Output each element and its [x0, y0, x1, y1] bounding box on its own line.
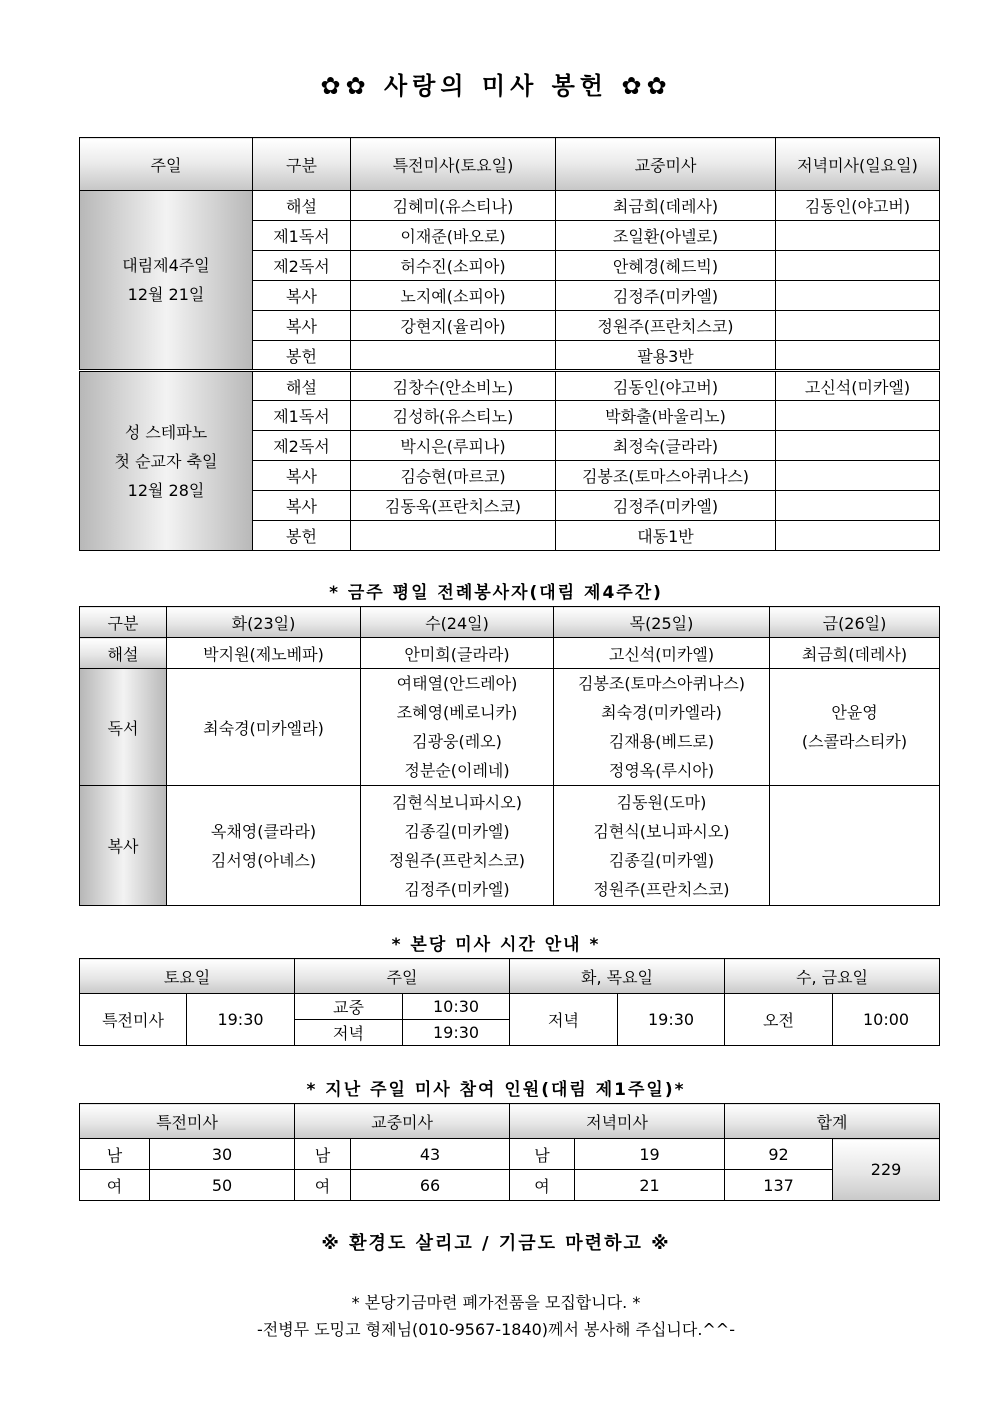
server-name: 김현식(보니파시오): [593, 821, 730, 841]
female-main: 66: [351, 1170, 510, 1201]
header-wed-fri: 수, 금요일: [725, 959, 940, 994]
female-label: 여: [295, 1170, 351, 1201]
evening-cell: [776, 311, 940, 341]
female-evening: 21: [575, 1170, 725, 1201]
role-server: 복사: [80, 786, 167, 906]
role-cell: 해설: [253, 191, 351, 221]
commentary-friday: 최금희(데레사): [770, 638, 940, 669]
sunday-name-cell: [80, 191, 253, 371]
header-friday: 금(26일): [770, 607, 940, 638]
male-sum: 92: [725, 1139, 833, 1170]
evening-cell: [776, 401, 940, 431]
commentary-tuesday: 박지원(제노베파): [167, 638, 361, 669]
header-sunday: 주일: [295, 959, 510, 994]
male-label: 남: [510, 1139, 575, 1170]
evening-cell: [776, 461, 940, 491]
attendance-title: * 지난 주일 미사 참여 인원(대림 제1주일)*: [306, 1080, 686, 1100]
header-tuesday: 화(23일): [167, 607, 361, 638]
header-saturday-mass: 특전미사: [80, 1104, 295, 1139]
evening-cell: [776, 281, 940, 311]
reader-name: 안윤영: [831, 703, 878, 722]
wed-fri-time: 10:00: [833, 994, 940, 1046]
sunday-date-line: 12월 21일: [127, 285, 205, 304]
evening-cell: 고신석(미카엘): [776, 371, 940, 401]
reader-name: 김재용(베드로): [608, 732, 715, 751]
server-name: 옥채영(클라라): [210, 821, 317, 841]
header-role: 구분: [80, 607, 167, 638]
saturday-cell: 허수진(소피아): [351, 251, 556, 281]
saturday-cell: [351, 341, 556, 371]
role-cell: 복사: [253, 461, 351, 491]
main-cell: 팔용3반: [556, 341, 776, 371]
saturday-cell: 노지예(소피아): [351, 281, 556, 311]
sunday-name-line: 첫 순교자 축일: [114, 451, 218, 471]
header-thursday: 목(25일): [554, 607, 770, 638]
reader-name: 조혜영(베로니카): [396, 703, 518, 722]
volunteer-contact-note: -전병무 도밍고 형제님(010-9567-1840)께서 봉사해 주십니다.^^-: [256, 1320, 735, 1339]
server-name: 김정주(미카엘): [404, 879, 510, 899]
attendance-table: [79, 1103, 940, 1201]
reader-name: 여태열(안드레아): [396, 674, 518, 693]
role-cell: 제2독서: [253, 251, 351, 281]
evening-cell: [776, 491, 940, 521]
saturday-cell: 이재준(바오로): [351, 221, 556, 251]
header-saturday-mass: 특전미사(토요일): [351, 138, 556, 191]
male-evening: 19: [575, 1139, 725, 1170]
role-commentary: 해설: [80, 638, 167, 669]
role-reading: 독서: [80, 669, 167, 786]
server-thursday: [554, 786, 770, 906]
server-wednesday: [361, 786, 554, 906]
role-cell: 복사: [253, 311, 351, 341]
main-cell: 대동1반: [556, 521, 776, 551]
reader-name: 김광웅(레오): [412, 732, 502, 751]
server-friday: [770, 786, 940, 906]
weekday-section-title: * 금주 평일 전례봉사자(대림 제4주간): [329, 583, 663, 603]
main-cell: 최금희(데레사): [556, 191, 776, 221]
reading-wednesday: [361, 669, 554, 786]
main-cell: 안혜경(헤드빅): [556, 251, 776, 281]
weekday-servers-table: [79, 606, 940, 906]
main-cell: 조일환(아넬로): [556, 221, 776, 251]
mass-offering-table: [79, 137, 940, 551]
reader-name: 정분순(이레네): [404, 761, 510, 780]
female-saturday: 50: [150, 1170, 295, 1201]
reading-tuesday: 최숙경(미카엘라): [167, 669, 361, 786]
reader-name: 정영옥(루시아): [608, 761, 715, 780]
saturday-mass-time: 19:30: [187, 994, 295, 1046]
role-cell: 제2독서: [253, 431, 351, 461]
saturday-cell: 김창수(안소비노): [351, 371, 556, 401]
evening-cell: 김동인(야고버): [776, 191, 940, 221]
male-main: 43: [351, 1139, 510, 1170]
sunday-name-line: 대림제4주일: [122, 256, 210, 275]
server-name: 김현식보니파시오): [392, 792, 522, 812]
saturday-cell: 김성하(유스티노): [351, 401, 556, 431]
server-name: 정원주(프란치스코): [388, 850, 526, 870]
sunday-main-label: 교중: [295, 994, 403, 1020]
appliance-collection-notice: * 본당기금마련 폐가전품을 모집합니다. *: [351, 1293, 641, 1312]
commentary-thursday: 고신석(미카엘): [554, 638, 770, 669]
reader-name: (스콜라스티카): [801, 732, 908, 751]
role-cell: 복사: [253, 491, 351, 521]
main-cell: 박화출(바울리노): [556, 401, 776, 431]
main-cell: 김봉조(토마스아퀴나스): [556, 461, 776, 491]
main-cell: 김동인(야고버): [556, 371, 776, 401]
header-evening-mass: 저녁미사: [510, 1104, 725, 1139]
header-wednesday: 수(24일): [361, 607, 554, 638]
reader-name: 김봉조(토마스아퀴나스): [577, 674, 746, 693]
saturday-cell: 김동욱(프란치스코): [351, 491, 556, 521]
tue-thu-time: 19:30: [618, 994, 725, 1046]
server-name: 김종길(미카엘): [404, 821, 510, 841]
role-cell: 제1독서: [253, 401, 351, 431]
header-role: 구분: [253, 138, 351, 191]
reading-thursday: [554, 669, 770, 786]
male-label: 남: [80, 1139, 150, 1170]
saturday-cell: 김혜미(유스티나): [351, 191, 556, 221]
header-sunday: 주일: [80, 138, 253, 191]
saturday-cell: 강현지(율리아): [351, 311, 556, 341]
male-saturday: 30: [150, 1139, 295, 1170]
server-name: 김서영(아녜스): [210, 850, 317, 870]
reading-friday: [770, 669, 940, 786]
main-cell: 최정숙(글라라): [556, 431, 776, 461]
server-tuesday: [167, 786, 361, 906]
header-main-mass: 교중미사: [556, 138, 776, 191]
sunday-name-cell: [80, 371, 253, 551]
evening-cell: [776, 431, 940, 461]
wed-fri-label: 오전: [725, 994, 833, 1046]
evening-cell: [776, 221, 940, 251]
sunday-name-line: 성 스테파노: [124, 422, 208, 442]
header-tue-thu: 화, 목요일: [510, 959, 725, 994]
female-label: 여: [80, 1170, 150, 1201]
main-cell: 김정주(미카엘): [556, 281, 776, 311]
sunday-evening-time: 19:30: [403, 1020, 510, 1046]
header-main-mass: 교중미사: [295, 1104, 510, 1139]
page-title: ✿✿ 사랑의 미사 봉헌 ✿✿: [320, 72, 672, 100]
main-cell: 정원주(프란치스코): [556, 311, 776, 341]
header-evening-mass: 저녁미사(일요일): [776, 138, 940, 191]
commentary-wednesday: 안미희(글라라): [361, 638, 554, 669]
saturday-cell: 박시은(루피나): [351, 431, 556, 461]
mass-times-title: * 본당 미사 시간 안내 *: [391, 935, 601, 955]
evening-cell: [776, 521, 940, 551]
role-cell: 봉헌: [253, 521, 351, 551]
grand-total: 229: [833, 1139, 940, 1201]
evening-cell: [776, 251, 940, 281]
sunday-date-line: 12월 28일: [127, 480, 205, 500]
evening-cell: [776, 341, 940, 371]
sunday-evening-label: 저녁: [295, 1020, 403, 1046]
saturday-cell: [351, 521, 556, 551]
server-name: 김종길(미카엘): [608, 850, 715, 870]
female-sum: 137: [725, 1170, 833, 1201]
server-name: 김동원(도마): [616, 792, 707, 812]
main-cell: 김정주(미카엘): [556, 491, 776, 521]
male-label: 남: [295, 1139, 351, 1170]
tue-thu-label: 저녁: [510, 994, 618, 1046]
role-cell: 제1독서: [253, 221, 351, 251]
female-label: 여: [510, 1170, 575, 1201]
header-saturday: 토요일: [80, 959, 295, 994]
sunday-main-time: 10:30: [403, 994, 510, 1020]
role-cell: 해설: [253, 371, 351, 401]
reader-name: 최숙경(미카엘라): [601, 703, 722, 722]
header-total: 합계: [725, 1104, 940, 1139]
environment-slogan: ※ 환경도 살리고 / 기금도 마련하고 ※: [321, 1233, 671, 1254]
mass-times-table: [79, 958, 940, 1046]
role-cell: 봉헌: [253, 341, 351, 371]
server-name: 정원주(프란치스코): [593, 879, 730, 899]
saturday-cell: 김승현(마르코): [351, 461, 556, 491]
role-cell: 복사: [253, 281, 351, 311]
saturday-mass-label: 특전미사: [80, 994, 187, 1046]
